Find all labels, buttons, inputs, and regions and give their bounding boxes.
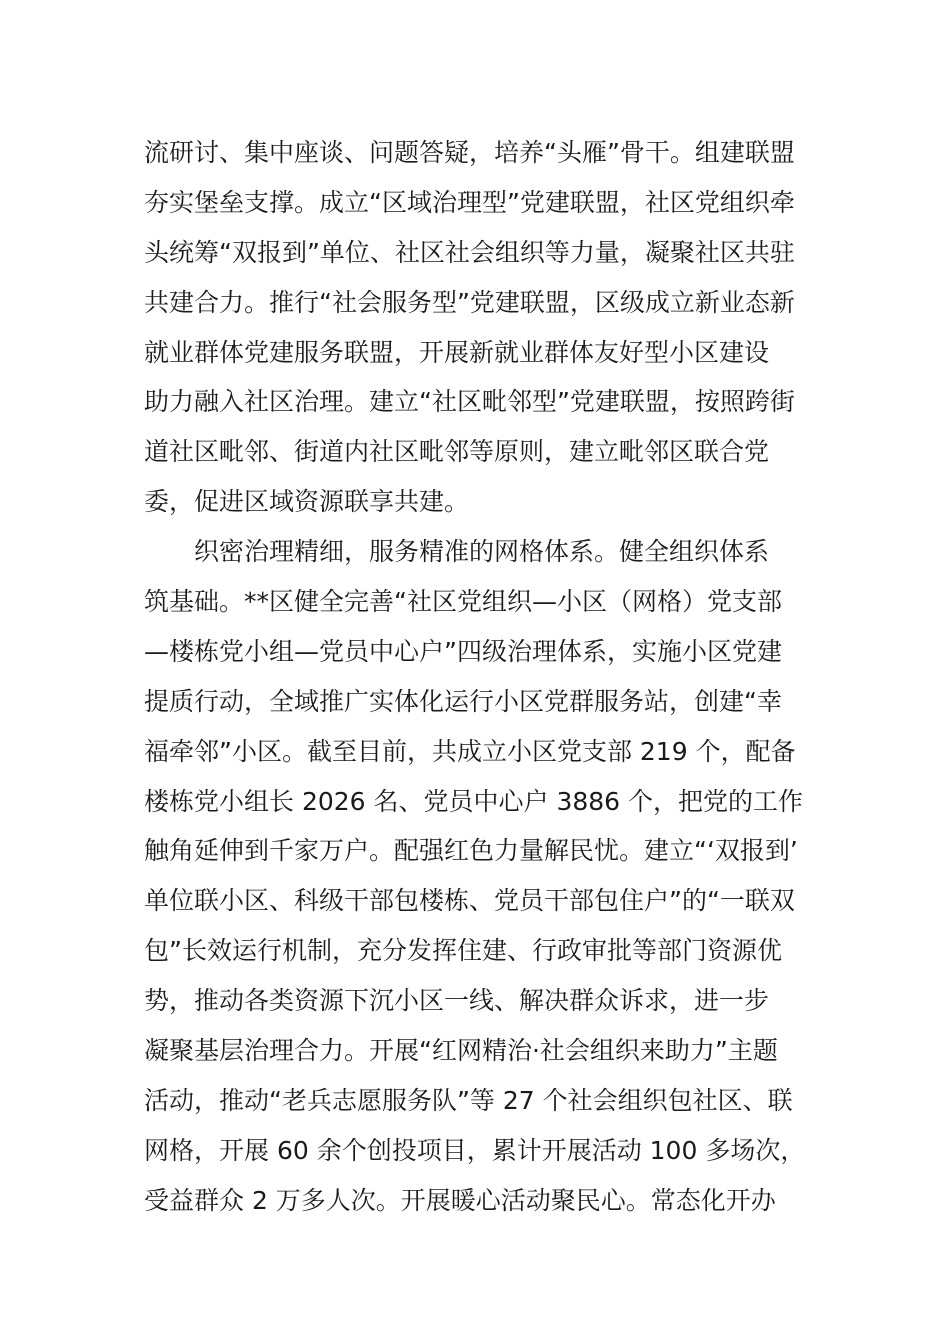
paragraph-line: 流研讨、集中座谈、问题答疑，培养“头雁”骨干。组建联盟 <box>144 138 795 167</box>
paragraph-line: 受益群众 2 万多人次。开展暖心活动聚民心。常态化开办 <box>144 1185 776 1215</box>
paragraph-line: 道社区毗邻、街道内社区毗邻等原则，建立毗邻区联合党 <box>144 437 770 467</box>
paragraph-line: 势，推动各类资源下沉小区一线、解决群众诉求，进一步 <box>144 986 770 1016</box>
paragraph-line: 就业群体党建服务联盟，开展新就业群体友好型小区建设 <box>144 337 770 367</box>
paragraph-line: 活动，推动“老兵志愿服务队”等 27 个社会组织包社区、联 <box>144 1085 793 1115</box>
paragraph-line: 凝聚基层治理合力。开展“红网精治·社会组织来助力”主题 <box>144 1036 778 1066</box>
paragraph-line: —楼栋党小组—党员中心户”四级治理体系，实施小区党建 <box>144 636 782 666</box>
paragraph-line: 单位联小区、科级干部包楼栋、党员干部包住户”的“一联双 <box>144 886 795 916</box>
paragraph-line: 共建合力。推行“社会服务型”党建联盟，区级成立新业态新 <box>144 287 795 317</box>
paragraph-line: 助力融入社区治理。建立“社区毗邻型”党建联盟，按照跨街 <box>144 387 795 417</box>
paragraph-line: 网格，开展 60 余个创投项目，累计开展活动 100 多场次， <box>144 1135 806 1165</box>
paragraph-line: 夯实堡垒支撑。成立“区域治理型”党建联盟，社区党组织牵 <box>144 187 795 217</box>
paragraph-line: 福牵邻”小区。截至目前，共成立小区党支部 219 个，配备 <box>144 736 796 766</box>
paragraph-line: 提质行动，全域推广实体化运行小区党群服务站，创建“幸 <box>144 686 782 716</box>
paragraph-line: 委，促进区域资源联享共建。 <box>144 487 470 517</box>
paragraph-line: 触角延伸到千家万户。配强红色力量解民忧。建立“‘双报到’ <box>144 836 798 866</box>
paragraph-line: 包”长效运行机制，充分发挥住建、行政审批等部门资源优 <box>144 936 782 966</box>
paragraph-line: 筑基础。**区健全完善“社区党组织—小区（网格）党支部 <box>144 587 782 617</box>
paragraph-first-line: 织密治理精细，服务精准的网格体系。健全组织体系 <box>194 537 770 567</box>
paragraph-line: 头统筹“双报到”单位、社区社会组织等力量，凝聚社区共驻 <box>144 237 795 267</box>
document-body <box>144 128 824 1226</box>
paragraph-line: 楼栋党小组长 2026 名、党员中心户 3886 个，把党的工作 <box>144 786 804 816</box>
